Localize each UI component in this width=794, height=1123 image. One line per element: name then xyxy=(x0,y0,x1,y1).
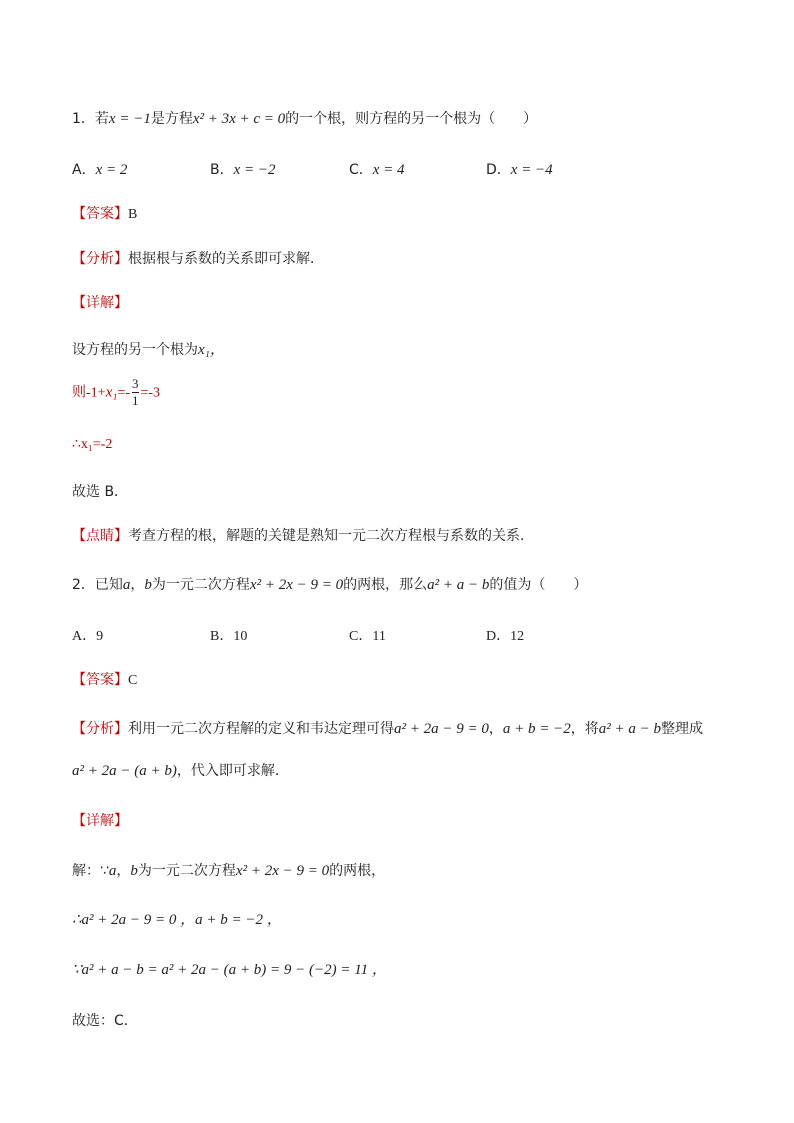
analysis-tag: 【分析】 xyxy=(72,251,128,267)
q2-option-b: B．10 xyxy=(210,629,248,644)
q1-analysis: 【分析】根据根与系数的关系即可求解． xyxy=(72,251,324,267)
q2-detail-line-2: ∴a² + 2a − 9 = 0 ，a + b = −2 ， xyxy=(72,912,282,928)
q1-detail-line-2: 则-1+x₁=- $\frac{3}{1}$ =-3 xyxy=(72,376,161,408)
answer-tag: 【答案】 xyxy=(72,206,128,222)
q1-equation: x² + 3x + c = 0 xyxy=(192,111,286,127)
q1-detail-line-4: 故选 B． xyxy=(72,484,129,500)
q1-answer: 【答案】B xyxy=(72,206,138,222)
q1-stem: 1．若x = −1是方程x² + 3x + c = 0的一个根，则方程的另一个根为（ ） xyxy=(72,111,538,127)
q1-comment: 【点睛】考查方程的根，解题的关键是熟知一元二次方程根与系数的关系． xyxy=(72,528,534,544)
q1-number: 1． xyxy=(72,111,95,127)
q2-number: 2． xyxy=(72,577,95,593)
q2-stem: 2．已知a，b为一元二次方程x² + 2x − 9 = 0的两根，那么a² + a − b的值为（ ） xyxy=(72,577,588,593)
q1-detail-line-3: ∴x₁=-2 xyxy=(72,437,113,452)
q2-equation: x² + 2x − 9 = 0 xyxy=(249,577,344,593)
q2-detail-line-4: 故选：C． xyxy=(72,1013,138,1029)
q2-option-a: A．9 xyxy=(72,629,104,644)
q2-analysis-line-2: a² + 2a − (a + b)，代入即可求解． xyxy=(72,763,289,779)
q1-option-c: C．x = 4 xyxy=(349,162,405,178)
q2-answer: 【答案】C xyxy=(72,672,138,688)
q2-option-c: C．11 xyxy=(349,629,386,644)
q1-option-d: D．x = −4 xyxy=(486,162,553,178)
q2-detail-tag: 【详解】 xyxy=(72,813,128,829)
q1-option-b: B．x = −2 xyxy=(210,162,276,178)
q2-detail-line-1: 解：∵a，b为一元二次方程x² + 2x − 9 = 0的两根， xyxy=(72,863,386,879)
q1-option-a: A．x = 2 xyxy=(72,162,128,178)
q2-option-d: D．12 xyxy=(486,629,525,644)
q2-detail-line-3: ∵a² + a − b = a² + 2a − (a + b) = 9 − (−2) = 11 ， xyxy=(72,962,387,978)
q2-analysis-line-1: 【分析】利用一元二次方程解的定义和韦达定理可得a² + 2a − 9 = 0，a + b = −2，将a² + a − b整理成 xyxy=(72,721,703,737)
q1-detail-line-1: 设方程的另一个根为x₁， xyxy=(72,342,225,358)
comment-tag: 【点睛】 xyxy=(72,528,128,544)
q1-condition: x = −1 xyxy=(108,111,151,127)
fraction: $\frac{3}{1}$ xyxy=(132,376,139,408)
q1-detail-tag: 【详解】 xyxy=(72,295,128,311)
